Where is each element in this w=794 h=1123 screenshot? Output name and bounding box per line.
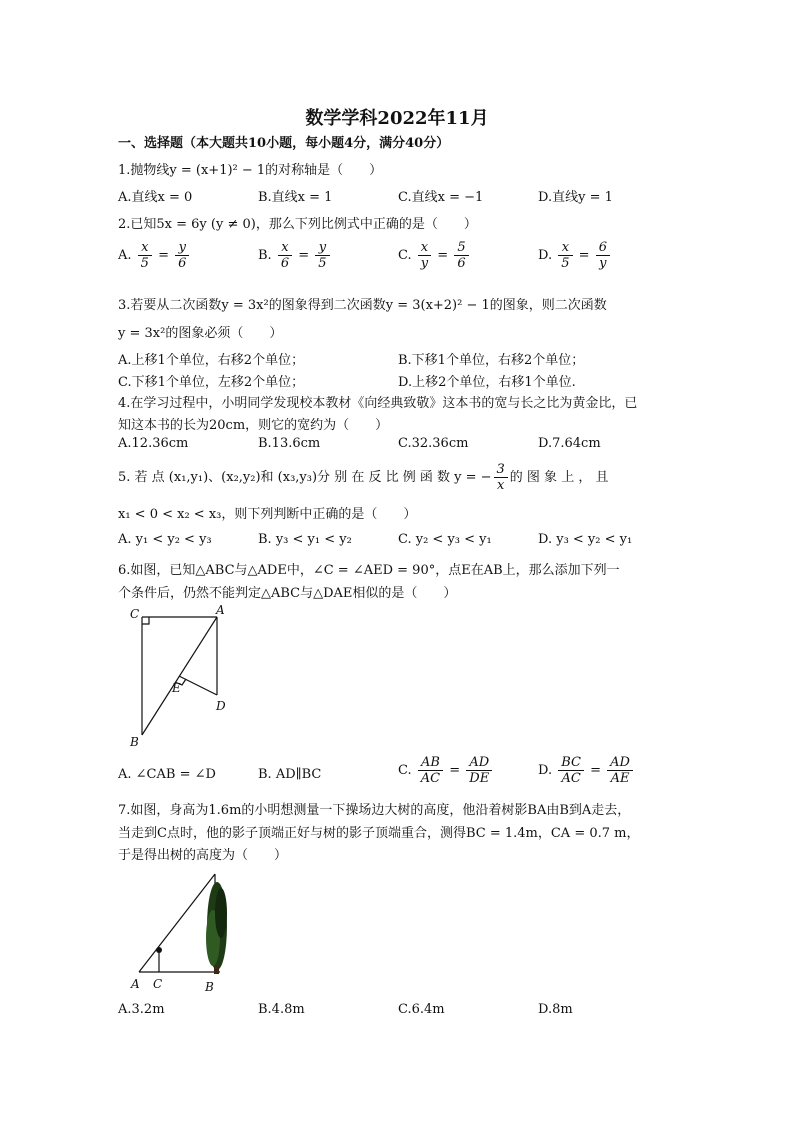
label-a: A (216, 603, 225, 617)
q6-option-b: B. AD∥BC (258, 767, 322, 782)
q4-option-c: C.32.36cm (398, 436, 469, 451)
label-c: C (153, 977, 163, 991)
q2-option-a: A. $\frac{x}{5}$ = $\frac{y}{6}$ (118, 240, 191, 271)
q6-stem-line1: 6.如图，已知△ABC与△ADE中，∠C = ∠AED = 90°，点E在AB上，那么添加下列一 (118, 563, 620, 578)
q7-option-a: A.3.2m (118, 1002, 165, 1017)
q1-option-c: C.直线x = −1 (398, 190, 484, 205)
label-d: D (216, 699, 226, 713)
q7-option-c: C.6.4m (398, 1002, 445, 1017)
q1-option-a: A.直线x = 0 (118, 190, 193, 205)
q2-stem: 2.已知5x = 6y (y ≠ 0)，那么下列比例式中正确的是（ ） (118, 217, 477, 232)
q3-option-a: A.上移1个单位，右移2个单位； (118, 353, 305, 368)
label-e: E (172, 681, 181, 695)
q7-stem-line3: 于是得出树的高度为（ ） (118, 848, 288, 863)
q7-stem-line1: 7.如图，身高为1.6m的小明想测量一下操场边大树的高度，他沿着树影BA由B到A走去， (118, 803, 631, 818)
q6-option-d: D. $\frac{BC}{AC}$ = $\frac{AD}{AE}$ (538, 755, 635, 786)
label-b: B (205, 980, 214, 994)
q1-option-d: D.直线y = 1 (538, 190, 613, 205)
q2-option-d: D. $\frac{x}{5}$ = $\frac{6}{y}$ (538, 240, 612, 271)
q5-option-a: A. y₁ < y₂ < y₃ (118, 532, 212, 547)
q5-stem-line1: 5. 若 点 (x₁,y₁)、(x₂,y₂)和 (x₃,y₃)分 别 在 反 比 例 函 数 y = − $\frac{3}{x}$ 的 图 象 上 ， 且 (118, 462, 609, 493)
q3-stem-line2: y = 3x²的图象必须（ ） (118, 326, 283, 341)
q4-stem-line2: 知这本书的长为20cm，则它的宽约为（ ） (118, 418, 389, 433)
q4-option-b: B.13.6cm (258, 436, 321, 451)
q4-stem-line1: 4.在学习过程中，小明同学发现校本教材《向经典致敬》这本书的宽与长之比为黄金比，已 (118, 396, 638, 411)
label-a: A (131, 977, 140, 991)
page-title: 数学学科2022年11月 (305, 108, 489, 129)
person-head-icon (156, 947, 162, 953)
q5-option-d: D. y₃ < y₂ < y₁ (538, 532, 633, 547)
q4-option-a: A.12.36cm (118, 436, 189, 451)
q5-option-c: C. y₂ < y₃ < y₁ (398, 532, 492, 547)
label-b: B (130, 735, 139, 749)
q6-option-c: C. $\frac{AB}{AC}$ = $\frac{AD}{DE}$ (398, 755, 494, 786)
q3-option-d: D.上移2个单位，右移1个单位. (398, 375, 576, 390)
q2-option-b: B. $\frac{x}{6}$ = $\frac{y}{5}$ (258, 240, 332, 271)
q4-option-d: D.7.64cm (538, 436, 601, 451)
section-heading: 一、选择题（本大题共10小题，每小题4分，满分40分） (118, 136, 450, 151)
q3-option-c: C.下移1个单位，左移2个单位； (118, 375, 305, 390)
q7-tree-shadow-figure (125, 868, 245, 996)
q7-stem-line2: 当走到C点时，他的影子顶端正好与树的影子顶端重合，测得BC = 1.4m，CA = 0.7 m， (118, 826, 640, 841)
tree-icon (206, 882, 227, 974)
q5-option-b: B. y₃ < y₁ < y₂ (258, 532, 352, 547)
q5-stem-line2: x₁ < 0 < x₂ < x₃，则下列判断中正确的是（ ） (118, 507, 417, 522)
q6-stem-line2: 个条件后，仍然不能判定△ABC与△DAE相似的是（ ） (118, 586, 457, 601)
q6-option-a: A. ∠CAB = ∠D (118, 767, 216, 782)
q7-option-d: D.8m (538, 1002, 573, 1017)
label-c: C (130, 607, 140, 621)
q1-stem: 1.抛物线y = (x+1)² − 1的对称轴是（ ） (118, 163, 383, 178)
q2-option-c: C. $\frac{x}{y}$ = $\frac{5}{6}$ (398, 240, 471, 271)
q3-option-b: B.下移1个单位，右移2个单位； (398, 353, 585, 368)
q1-option-b: B.直线x = 1 (258, 190, 333, 205)
q3-stem-line1: 3.若要从二次函数y = 3x²的图象得到二次函数y = 3(x+2)² − 1的图象，则二次函数 (118, 298, 607, 313)
q6-triangle-figure (120, 600, 250, 755)
q7-option-b: B.4.8m (258, 1002, 305, 1017)
